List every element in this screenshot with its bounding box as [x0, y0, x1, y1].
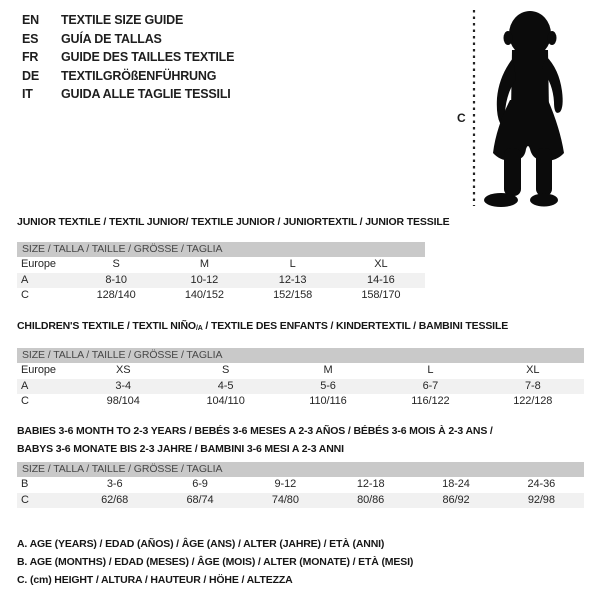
size-header-bar: SIZE / TALLA / TAILLE / GRÖSSE / TAGLIA: [17, 348, 584, 363]
junior-section-title: [17, 216, 584, 229]
language-code: DE: [22, 68, 39, 83]
row-label: B: [21, 478, 29, 490]
table-cell: L: [289, 258, 296, 270]
table-cell: S: [221, 364, 230, 376]
title-part: /A: [195, 325, 203, 332]
table-cell: 80/86: [357, 493, 385, 506]
table-cell: 110/116: [309, 395, 347, 407]
footnote-line: B. AGE (MONTHS) / EDAD (MESES) / ÂGE (MOIS) / ALTER (MONATE) / ETÀ (MESI): [17, 556, 414, 569]
language-row: [22, 48, 234, 67]
table-cell: XS: [115, 364, 131, 376]
table-cell: 92/98: [527, 493, 555, 506]
footnote-line: C. (cm) HEIGHT / ALTURA / HAUTEUR / HÖHE / ALTEZZA: [17, 574, 293, 587]
language-code: FR: [22, 50, 39, 65]
language-code: ES: [22, 31, 39, 46]
table-cell: 128/140: [96, 289, 136, 301]
footnote-list: [17, 535, 413, 590]
section-children-textile: [17, 320, 584, 410]
size-header-bar: SIZE / TALLA / TAILLE / GRÖSSE / TAGLIA: [17, 242, 425, 257]
table-cell: XL: [526, 364, 540, 376]
table-cell: 3-4: [115, 379, 131, 392]
language-row: [22, 85, 234, 104]
table-cell: M: [199, 258, 209, 270]
table-row: [17, 257, 425, 273]
babies-section-title: [17, 422, 584, 458]
children-size-table: [17, 348, 584, 410]
language-label: TEXTILGRÖßENFÜHRUNG: [61, 68, 217, 83]
table-row: [17, 477, 584, 493]
table-cell: 18-24: [442, 478, 470, 490]
table-cell: 9-12: [274, 478, 297, 490]
table-cell: 158/170: [361, 289, 401, 301]
table-cell: S: [112, 258, 120, 270]
table-cell: 5-6: [320, 379, 336, 392]
table-cell: 116/122: [411, 395, 450, 407]
table-row: [17, 379, 584, 395]
row-label: Europe: [21, 364, 56, 376]
row-label: A: [21, 379, 29, 392]
row-label: Europe: [21, 258, 56, 270]
row-label: C: [21, 289, 29, 301]
table-cell: 3-6: [106, 478, 123, 490]
table-row: [17, 288, 425, 304]
table-row: [17, 273, 425, 289]
table-cell: L: [427, 364, 434, 376]
language-list: [22, 11, 234, 104]
table-cell: 152/158: [273, 289, 313, 301]
title-part: / TEXTILE DES ENFANTS / KINDERTEXTIL / BAMBINI TESSILE: [202, 320, 509, 332]
section-junior-textile: [17, 216, 584, 304]
table-cell: XL: [374, 258, 388, 270]
baby-silhouette: [484, 11, 564, 207]
language-row: [22, 11, 234, 30]
table-cell: 6-7: [422, 379, 439, 392]
language-code: IT: [22, 87, 33, 102]
language-label: GUIDE DES TAILLES TEXTILE: [61, 50, 235, 65]
table-cell: M: [323, 364, 333, 376]
section-babies-textile: [17, 422, 584, 508]
table-cell: 62/68: [101, 493, 129, 506]
size-header-bar: SIZE / TALLA / TAILLE / GRÖSSE / TAGLIA: [17, 462, 584, 477]
table-cell: 86/92: [442, 493, 470, 506]
row-label: C: [21, 493, 29, 506]
table-cell: 74/80: [271, 493, 299, 506]
title-part: BABYS 3-6 MONATE BIS 2-3 JAHRE / BAMBINI 3-6 MESI A 2-3 ANNI: [17, 443, 344, 455]
table-cell: 104/110: [206, 395, 245, 407]
children-section-title: [17, 320, 584, 335]
row-label: A: [21, 273, 29, 286]
table-cell: 14-16: [367, 273, 395, 286]
table-cell: 7-8: [524, 379, 541, 392]
table-cell: 12-13: [278, 273, 307, 286]
title-part: JUNIOR TEXTILE / TEXTIL JUNIOR/ TEXTILE JUNIOR / JUNIORTEXTIL / JUNIOR TESSILE: [17, 216, 450, 228]
table-cell: 68/74: [186, 493, 214, 506]
table-cell: 6-9: [192, 478, 208, 490]
table-row: [17, 394, 584, 410]
table-cell: 24-36: [527, 478, 556, 490]
language-row: [22, 67, 234, 86]
language-label: GUÍA DE TALLAS: [61, 31, 162, 46]
table-cell: 122/128: [513, 395, 553, 407]
table-cell: 98/104: [106, 395, 140, 407]
toddler-figure: [440, 0, 600, 215]
height-label: C: [457, 111, 466, 125]
table-cell: 140/152: [184, 289, 224, 301]
language-label: TEXTILE SIZE GUIDE: [61, 13, 184, 27]
title-part: CHILDREN'S TEXTILE / TEXTIL NIÑO: [17, 320, 196, 332]
table-cell: 10-12: [190, 273, 219, 286]
table-row: [17, 363, 584, 379]
table-row: [17, 493, 584, 509]
table-cell: 12-18: [356, 478, 385, 490]
title-part: BABIES 3-6 MONTH TO 2-3 YEARS / BEBÉS 3-6 MESES A 2-3 AÑOS / BÉBÉS 3-6 MOIS À 2-3 ANS /: [17, 425, 493, 437]
language-code: EN: [22, 13, 39, 27]
row-label: C: [21, 395, 29, 407]
language-label: GUIDA ALLE TAGLIE TESSILI: [61, 87, 231, 102]
table-cell: 8-10: [105, 273, 127, 286]
babies-size-table: [17, 462, 584, 508]
language-row: [22, 30, 234, 49]
footnote-line: A. AGE (YEARS) / EDAD (AÑOS) / ÂGE (ANS) / ALTER (JAHRE) / ETÀ (ANNI): [17, 538, 385, 550]
junior-size-table: [17, 242, 425, 304]
table-cell: 4-5: [217, 379, 234, 392]
